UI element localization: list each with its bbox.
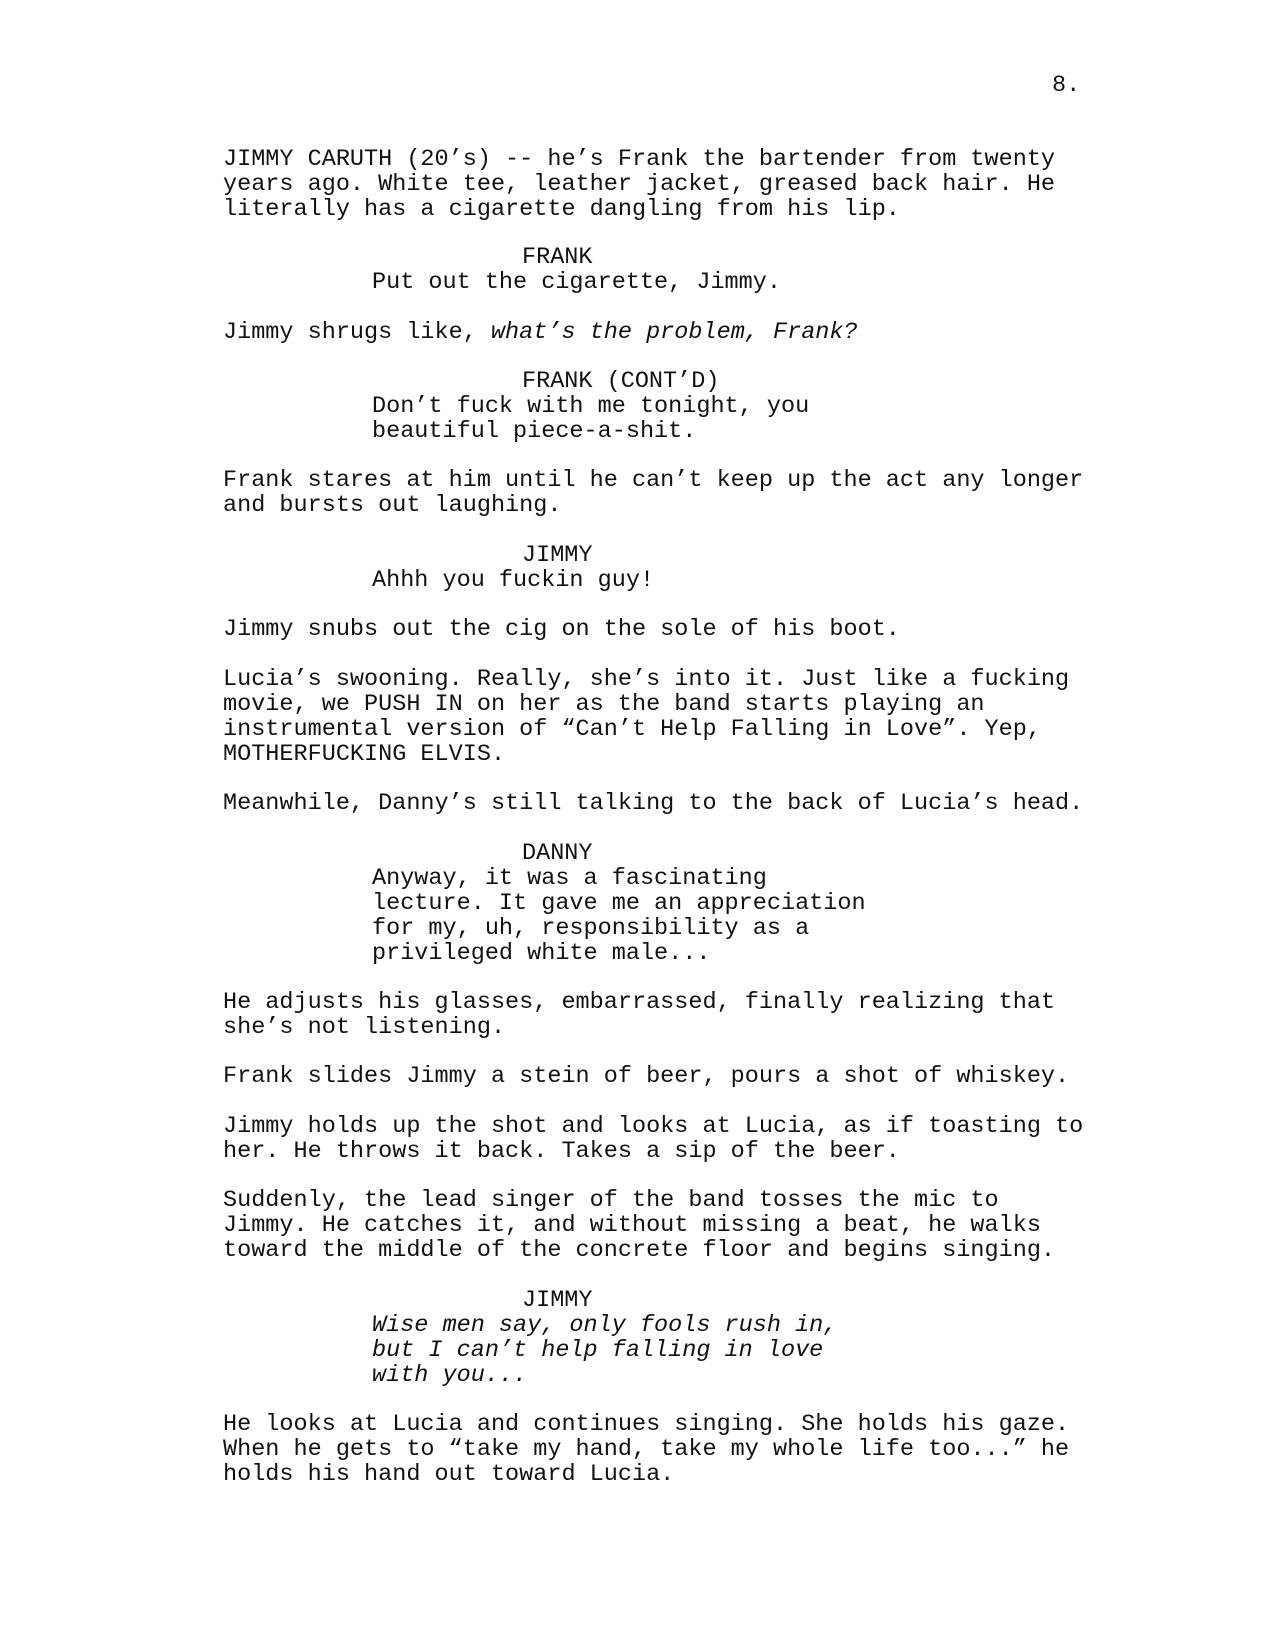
action-text: Jimmy shrugs like, xyxy=(223,319,491,346)
dialogue-line: lecture. It gave me an appreciation xyxy=(372,890,866,917)
dialogue-line: privileged white male... xyxy=(372,940,711,967)
action-line: Frank slides Jimmy a stein of beer, pours a shot of whiskey. xyxy=(223,1063,1070,1090)
dialogue-line: Put out the cigarette, Jimmy. xyxy=(372,269,781,296)
action-line: When he gets to “take my hand, take my whole life too...” he xyxy=(223,1436,1070,1463)
dialogue-line-italic: with you... xyxy=(372,1362,528,1389)
action-line: Suddenly, the lead singer of the band tosses the mic to xyxy=(223,1187,999,1214)
dialogue-line: Ahhh you fuckin guy! xyxy=(372,567,655,594)
action-line: Frank stares at him until he can’t keep up the act any longer xyxy=(223,467,1084,494)
action-line: Meanwhile, Danny’s still talking to the back of Lucia’s head. xyxy=(223,790,1084,817)
action-line: Jimmy holds up the shot and looks at Lucia, as if toasting to xyxy=(223,1113,1084,1140)
action-line: Lucia’s swooning. Really, she’s into it. Just like a fucking xyxy=(223,666,1070,693)
action-line: holds his hand out toward Lucia. xyxy=(223,1461,675,1488)
action-line: literally has a cigarette dangling from his lip. xyxy=(223,196,900,223)
dialogue-line: for my, uh, responsibility as a xyxy=(372,915,810,942)
character-name: DANNY xyxy=(522,840,593,867)
dialogue-line: beautiful piece-a-shit. xyxy=(372,418,697,445)
action-text-italic: what’s the problem, Frank? xyxy=(490,319,858,346)
action-line: she’s not listening. xyxy=(223,1014,506,1041)
character-name: JIMMY xyxy=(522,542,593,569)
character-name: FRANK xyxy=(522,244,593,271)
action-line: He adjusts his glasses, embarrassed, finally realizing that xyxy=(223,989,1056,1016)
action-line: JIMMY CARUTH (20’s) -- he’s Frank the bartender from twenty xyxy=(223,146,1056,173)
action-line: Jimmy snubs out the cig on the sole of his boot. xyxy=(223,616,900,643)
action-line xyxy=(223,320,858,345)
character-name: JIMMY xyxy=(522,1287,593,1314)
dialogue-line-italic: but I can’t help falling in love xyxy=(372,1337,824,1364)
action-line: her. He throws it back. Takes a sip of the beer. xyxy=(223,1138,900,1165)
action-line: years ago. White tee, leather jacket, greased back hair. He xyxy=(223,171,1056,198)
page-number: 8. xyxy=(1052,72,1081,99)
action-line: movie, we PUSH IN on her as the band starts playing an xyxy=(223,691,985,718)
character-name: FRANK (CONT’D) xyxy=(522,368,720,395)
action-line: instrumental version of “Can’t Help Falling in Love”. Yep, xyxy=(223,716,1041,743)
dialogue-line-italic: Wise men say, only fools rush in, xyxy=(372,1312,838,1339)
action-line: He looks at Lucia and continues singing. She holds his gaze. xyxy=(223,1411,1070,1438)
dialogue-line: Anyway, it was a fascinating xyxy=(372,865,767,892)
action-line: Jimmy. He catches it, and without missing a beat, he walks xyxy=(223,1212,1041,1239)
dialogue-line: Don’t fuck with me tonight, you xyxy=(372,393,810,420)
action-line: toward the middle of the concrete floor and begins singing. xyxy=(223,1237,1056,1264)
action-line: and bursts out laughing. xyxy=(223,492,562,519)
action-line: MOTHERFUCKING ELVIS. xyxy=(223,741,506,768)
